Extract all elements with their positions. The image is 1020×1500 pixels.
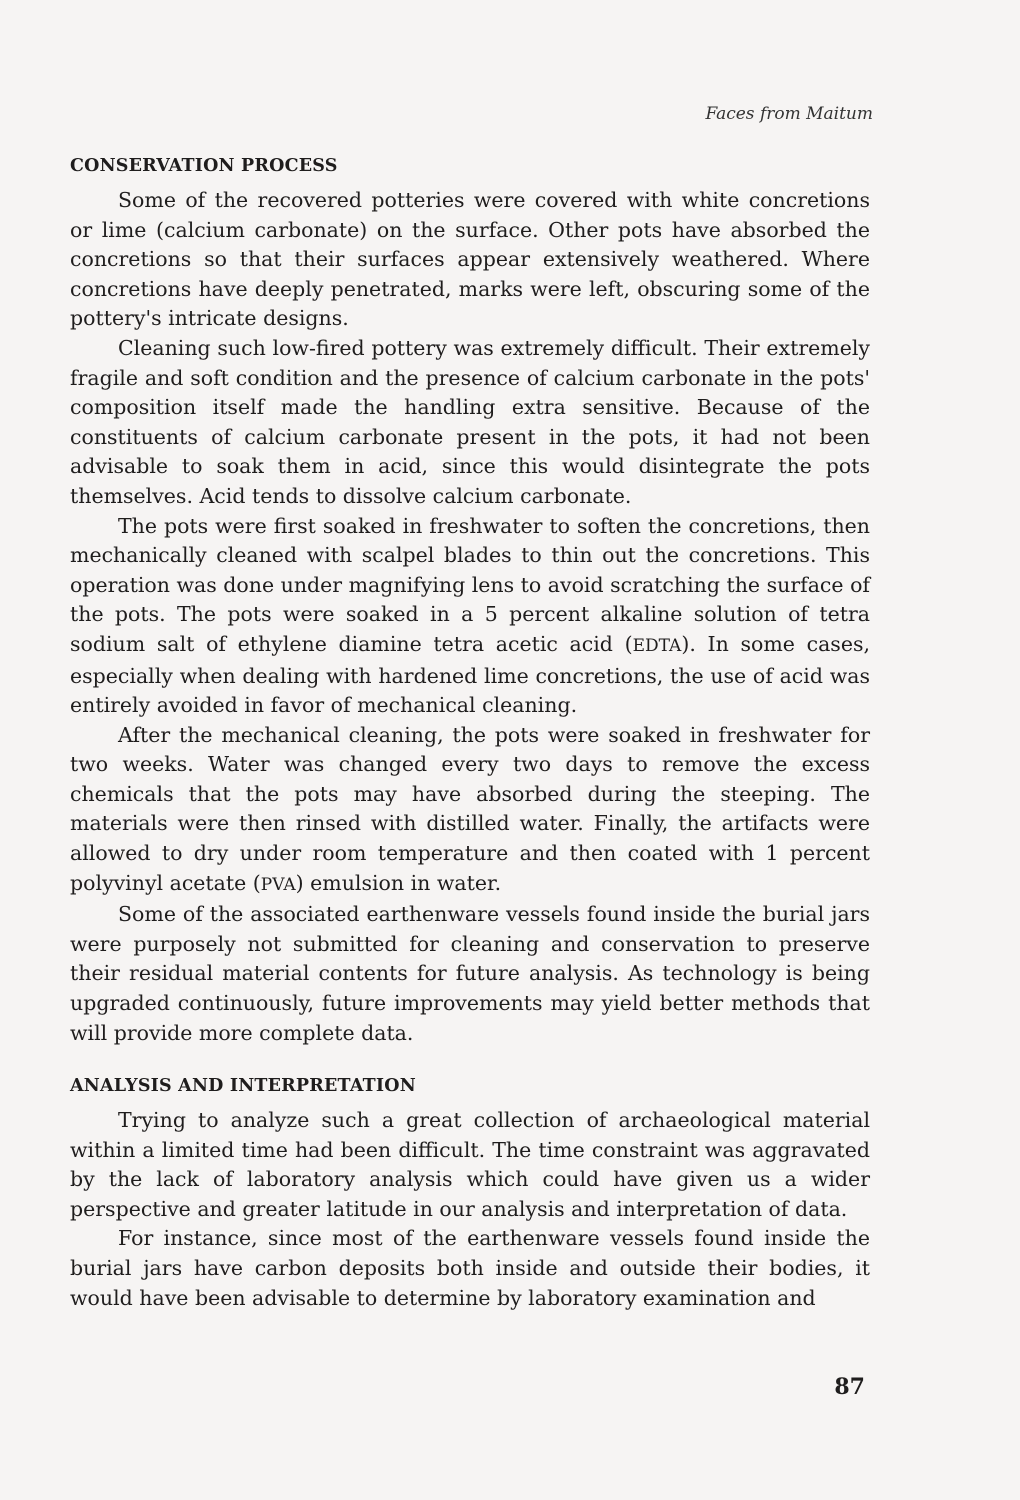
section-analysis xyxy=(70,1074,870,1313)
paragraph: Trying to analyze such a great collection of archaeological material within a limited time had been difficult. The time constraint was aggravated by the lack of laboratory analysis which could have given us a wider perspective and greater latitude in our analysis and interpretation of data. xyxy=(70,1108,870,1221)
running-head: Faces from Maitum xyxy=(705,104,873,124)
section-conservation xyxy=(70,154,870,1048)
paragraph: For instance, since most of the earthenware vessels found inside the burial jars have carbon deposits both inside and outside their bodies, it would have been advisable to determine by laboratory examination and xyxy=(70,1226,870,1310)
paragraph-text: ). In some cases, especially when dealing with hardened lime concretions, the use of acid was entirely avoided in favor of mechanical cleaning. xyxy=(70,631,870,718)
paragraph: Some of the associated earthenware vessels found inside the burial jars were purposely not submitted for cleaning and conservation to preserve their residual material contents for future analysis. As technology is being upgraded continuously, future improvements may yield better methods that will provide more complete data. xyxy=(70,902,870,1045)
section-heading: ANALYSIS AND INTERPRETATION xyxy=(70,1076,416,1096)
paragraph: Some of the recovered potteries were covered with white concretions or lime (calcium carbonate) on the surface. Other pots have absorbed the concretions so that their surfaces appear extensively weathered. Where concretions have deeply penetrated, marks were left, obscuring some of the pottery's intricate designs. xyxy=(70,188,870,331)
paragraph-text: The pots were first soaked in freshwater to soften the concretions, then mechanically cleaned with scalpel blades to thin out the concretions. This operation was done under magnifying lens to avoid scratching the surface of the pots. The pots were soaked in a 5 percent alkaline solution of tetra sodium salt of ethylene diamine tetra acetic acid ( xyxy=(70,513,870,656)
section-heading: CONSERVATION PROCESS xyxy=(70,156,338,176)
paragraph: Cleaning such low-fired pottery was extremely difficult. Their extremely fragile and soft condition and the presence of calcium carbonate in the pots' composition itself made the handling extra sensitive. Because of the constituents of calcium carbonate present in the pots, it had not been advisable to soak them in acid, since this would disintegrate the pots themselves. Acid tends to dissolve calcium carbonate. xyxy=(70,335,870,508)
page-number: 87 xyxy=(834,1374,865,1400)
abbreviation: PVA xyxy=(260,874,296,895)
abbreviation: EDTA xyxy=(632,635,682,656)
paragraph xyxy=(70,721,870,901)
paragraph xyxy=(70,512,870,721)
paragraph-text: ) emulsion in water. xyxy=(295,870,502,895)
paragraph-text: After the mechanical cleaning, the pots were soaked in freshwater for two weeks. Water was changed every two days to remove the excess chemicals that the pots may have absorbed during the steeping. The materials were then rinsed with distilled water. Finally, the artifacts were allowed to dry under room temperature and then coated with 1 percent polyvinyl acetate ( xyxy=(70,722,870,895)
